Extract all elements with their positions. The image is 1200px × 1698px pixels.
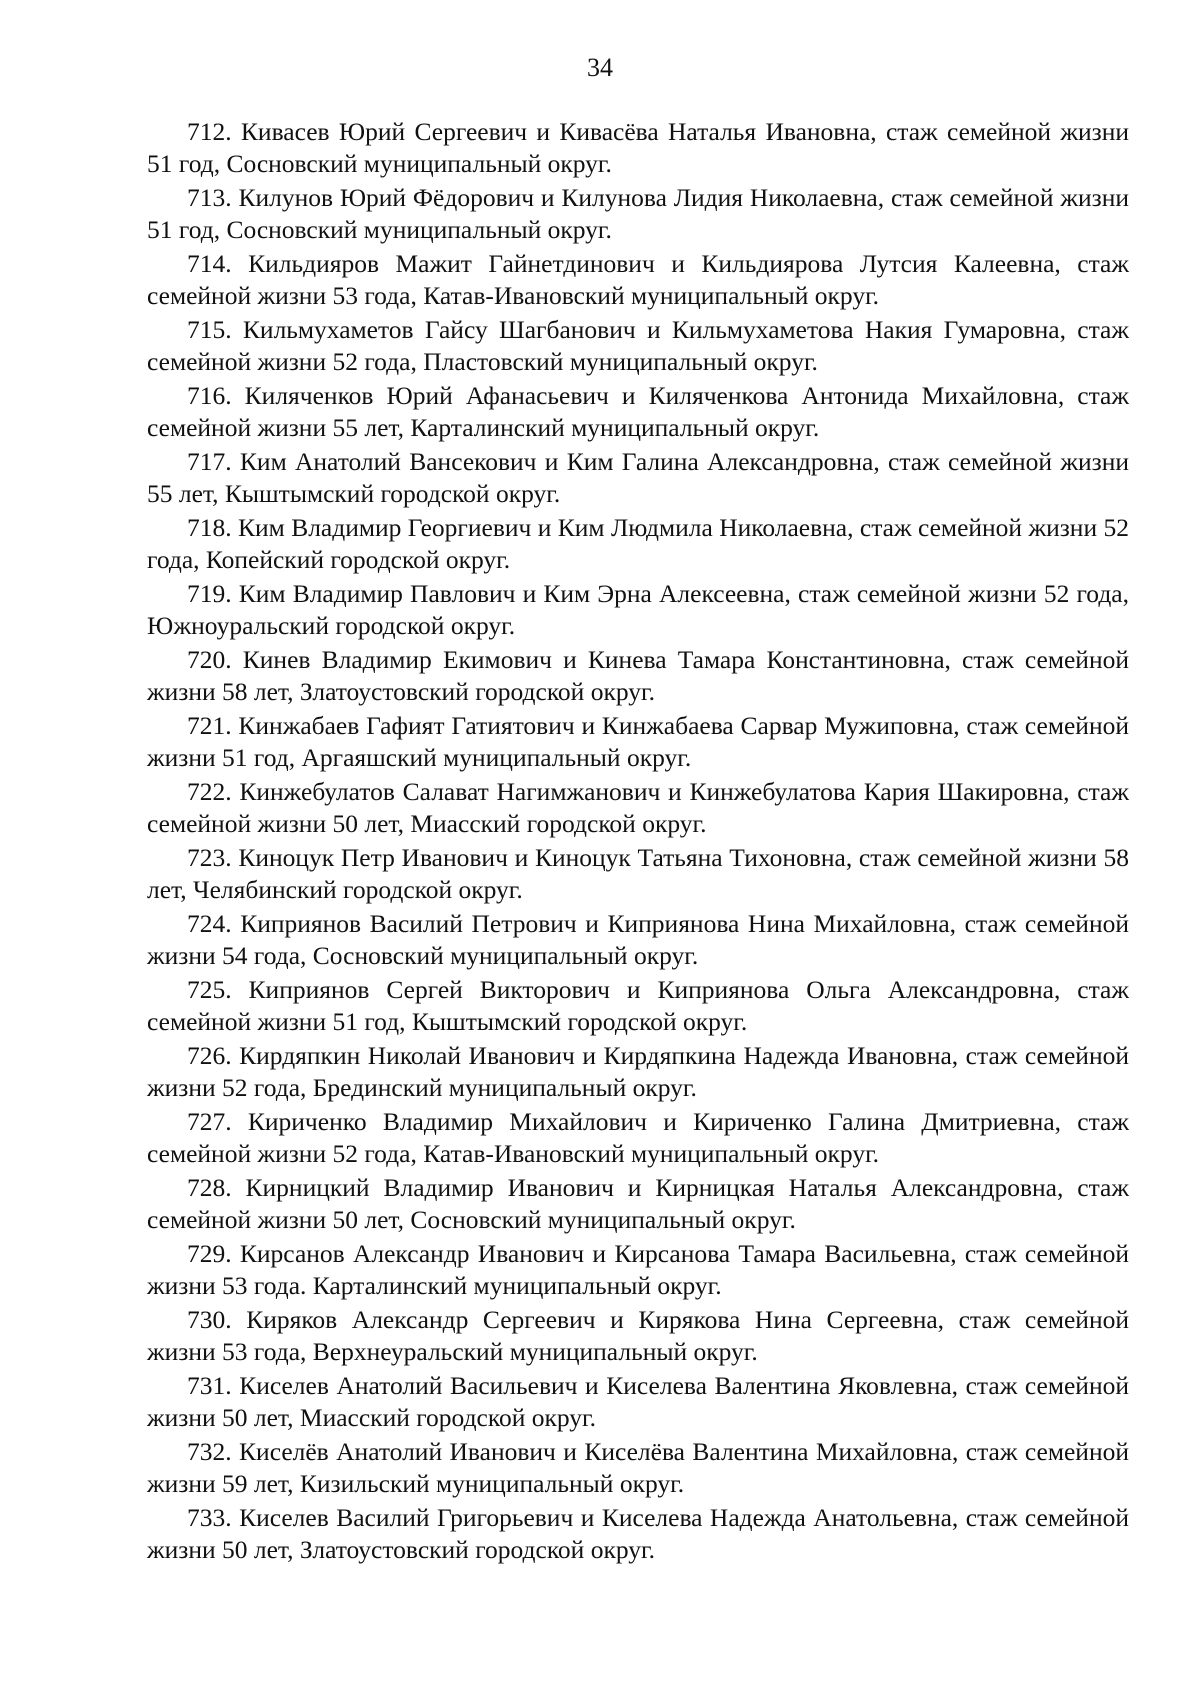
list-entry-727: 727. Кириченко Владимир Михайлович и Кириченко Галина Дмитриевна, стаж семейной жизни 52 года, Катав-Ивановский муниципальный округ. bbox=[147, 1107, 1129, 1168]
list-entry-730: 730. Киряков Александр Сергеевич и Кирякова Нина Сергеевна, стаж семейной жизни 53 года, Верхнеуральский муниципальный округ. bbox=[147, 1305, 1129, 1366]
list-entry-717: 717. Ким Анатолий Вансекович и Ким Галина Александровна, стаж семейной жизни 55 лет, Кыштымский городской округ. bbox=[147, 447, 1129, 508]
list-entry-731: 731. Киселев Анатолий Васильевич и Киселева Валентина Яковлевна, стаж семейной жизни 50 лет, Миасский городской округ. bbox=[147, 1371, 1129, 1432]
list-entry-721: 721. Кинжабаев Гафият Гатиятович и Кинжабаева Сарвар Мужиповна, стаж семейной жизни 51 год, Аргаяшский муниципальный округ. bbox=[147, 711, 1129, 772]
list-entry-718: 718. Ким Владимир Георгиевич и Ким Людмила Николаевна, стаж семейной жизни 52 года, Копейский городской округ. bbox=[147, 513, 1129, 574]
list-entry-724: 724. Киприянов Василий Петрович и Киприянова Нина Михайловна, стаж семейной жизни 54 года, Сосновский муниципальный округ. bbox=[147, 909, 1129, 970]
list-entry-726: 726. Кирдяпкин Николай Иванович и Кирдяпкина Надежда Ивановна, стаж семейной жизни 52 года, Брединский муниципальный округ. bbox=[147, 1041, 1129, 1102]
list-entry-715: 715. Кильмухаметов Гайсу Шагбанович и Кильмухаметова Накия Гумаровна, стаж семейной жизни 52 года, Пластовский муниципальный округ. bbox=[147, 315, 1129, 376]
list-entry-728: 728. Кирницкий Владимир Иванович и Кирницкая Наталья Александровна, стаж семейной жизни 50 лет, Сосновский муниципальный округ. bbox=[147, 1173, 1129, 1234]
page-number: 34 bbox=[587, 53, 613, 82]
list-entry-720: 720. Кинев Владимир Екимович и Кинева Тамара Константиновна, стаж семейной жизни 58 лет, Златоустовский городской округ. bbox=[147, 645, 1129, 706]
list-entry-723: 723. Киноцук Петр Иванович и Киноцук Татьяна Тихоновна, стаж семейной жизни 58 лет, Челябинский городской округ. bbox=[147, 843, 1129, 904]
list-entry-719: 719. Ким Владимир Павлович и Ким Эрна Алексеевна, стаж семейной жизни 52 года, Южноуральский городской округ. bbox=[147, 579, 1129, 640]
list-entry-732: 732. Киселёв Анатолий Иванович и Киселёва Валентина Михайловна, стаж семейной жизни 59 лет, Кизильский муниципальный округ. bbox=[147, 1437, 1129, 1498]
list-entry-729: 729. Кирсанов Александр Иванович и Кирсанова Тамара Васильевна, стаж семейной жизни 53 года. Карталинский муниципальный округ. bbox=[147, 1239, 1129, 1300]
list-entry-712: 712. Кивасев Юрий Сергеевич и Кивасёва Наталья Ивановна, стаж семейной жизни 51 год, Сосновский муниципальный округ. bbox=[147, 117, 1129, 178]
list-entry-716: 716. Киляченков Юрий Афанасьевич и Киляченкова Антонида Михайловна, стаж семейной жизни 55 лет, Карталинский муниципальный округ. bbox=[147, 381, 1129, 442]
list-entry-714: 714. Кильдияров Мажит Гайнетдинович и Кильдиярова Лутсия Калеевна, стаж семейной жизни 53 года, Катав-Ивановский муниципальный округ. bbox=[147, 249, 1129, 310]
entry-list bbox=[147, 116, 1129, 1568]
list-entry-722: 722. Кинжебулатов Салават Нагимжанович и Кинжебулатова Кария Шакировна, стаж семейной жизни 50 лет, Миасский городской округ. bbox=[147, 777, 1129, 838]
list-entry-713: 713. Килунов Юрий Фёдорович и Килунова Лидия Николаевна, стаж семейной жизни 51 год, Сосновский муниципальный округ. bbox=[147, 183, 1129, 244]
list-entry-725: 725. Киприянов Сергей Викторович и Киприянова Ольга Александровна, стаж семейной жизни 51 год, Кыштымский городской округ. bbox=[147, 975, 1129, 1036]
list-entry-733: 733. Киселев Василий Григорьевич и Киселева Надежда Анатольевна, стаж семейной жизни 50 лет, Златоустовский городской округ. bbox=[147, 1503, 1129, 1564]
